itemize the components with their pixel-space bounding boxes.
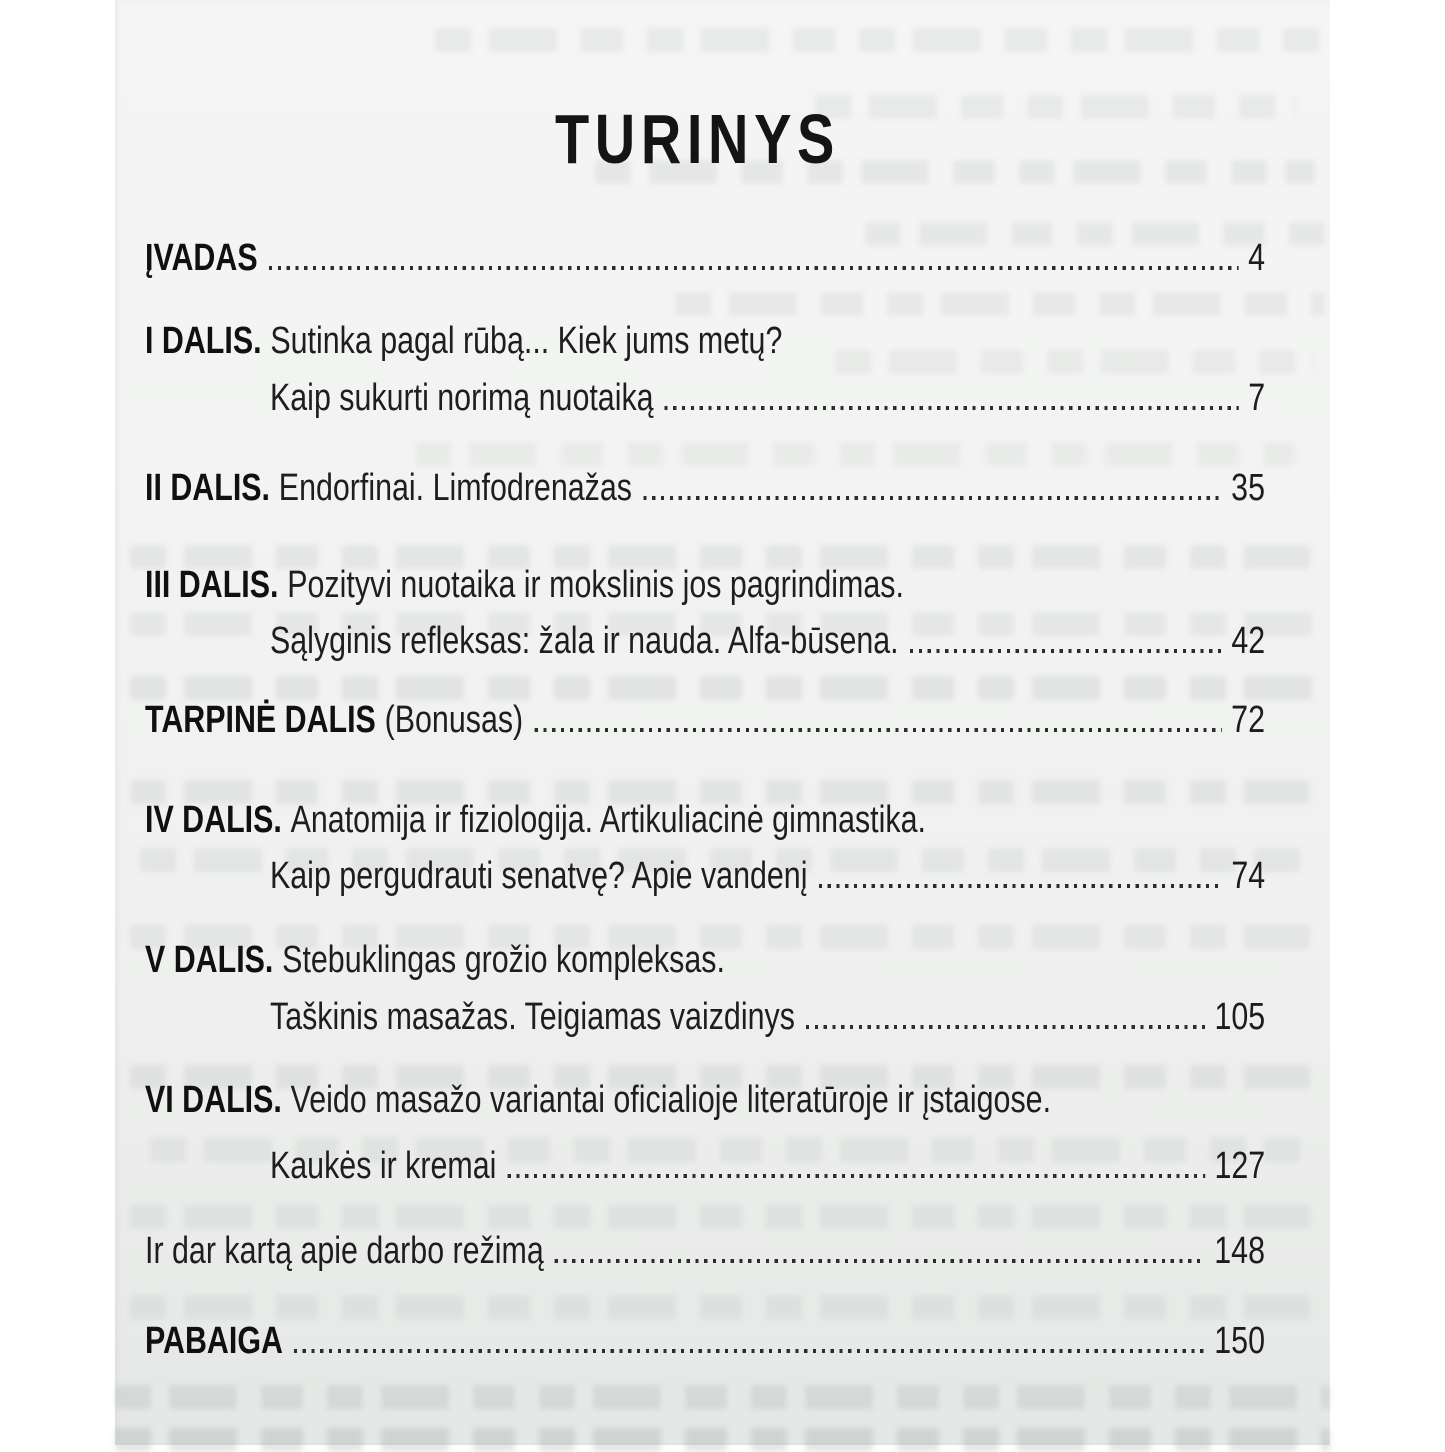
entry-subtitle: Kaip pergudrauti senatvę? Apie vandenį bbox=[270, 855, 808, 897]
bleedthrough-line bbox=[435, 28, 1335, 52]
page-number: 148 bbox=[1214, 1230, 1265, 1272]
entry-label: TARPINĖ DALIS bbox=[145, 699, 376, 741]
page-number: 127 bbox=[1214, 1145, 1266, 1187]
page-number: 72 bbox=[1231, 699, 1265, 741]
page-number: 35 bbox=[1231, 467, 1265, 509]
page-number: 42 bbox=[1231, 620, 1266, 662]
entry-label: ĮVADAS bbox=[145, 237, 258, 279]
toc-entry-4-dalis-line1 bbox=[145, 798, 1265, 842]
bleedthrough-line bbox=[130, 1295, 1310, 1319]
entry-subtitle: Taškinis masažas. Teigiamas vaizdinys bbox=[270, 996, 795, 1038]
entry-label: I DALIS. bbox=[145, 320, 262, 362]
toc-entry-5-dalis-line1 bbox=[145, 938, 1265, 982]
dot-leader bbox=[665, 406, 1239, 410]
dot-leader bbox=[534, 728, 1221, 732]
entry-label: PABAIGA bbox=[145, 1320, 283, 1362]
bleedthrough-line bbox=[130, 1205, 1310, 1229]
toc-entry-pabaiga bbox=[145, 1319, 1265, 1363]
entry-title: Stebuklingas grožio kompleksas. bbox=[282, 939, 725, 981]
toc-entry-1-dalis-line2 bbox=[270, 376, 1265, 420]
entry-title: Pozityvi nuotaika ir mokslinis jos pagrindimas. bbox=[287, 564, 904, 606]
page-title: TURINYS bbox=[555, 100, 840, 178]
scanned-book-page bbox=[115, 0, 1330, 1445]
toc-entry-3-dalis-line1 bbox=[145, 563, 1265, 607]
dot-leader bbox=[819, 884, 1222, 888]
toc-entry-ivadas bbox=[145, 236, 1265, 280]
dot-leader bbox=[910, 649, 1222, 653]
page-number: 7 bbox=[1248, 377, 1266, 419]
entry-title: Sutinka pagal rūbą... Kiek jums metų? bbox=[270, 320, 783, 362]
entry-title: (Bonusas) bbox=[384, 699, 524, 741]
toc-entry-darbo-rezimas bbox=[145, 1229, 1265, 1273]
entry-title: Anatomija ir fiziologija. Artikuliacinė gimnastika. bbox=[290, 799, 926, 841]
toc-entry-6-dalis-line2 bbox=[270, 1144, 1265, 1188]
dot-leader bbox=[508, 1174, 1205, 1178]
dot-leader bbox=[643, 496, 1221, 500]
page-number: 74 bbox=[1231, 855, 1266, 897]
entry-label: VI DALIS. bbox=[145, 1079, 282, 1121]
dot-leader bbox=[555, 1259, 1205, 1263]
page-number: 105 bbox=[1214, 996, 1266, 1038]
entry-subtitle: Kaukės ir kremai bbox=[270, 1145, 497, 1187]
entry-title: Endorfinai. Limfodrenažas bbox=[278, 467, 632, 509]
toc-entry-1-dalis-line1 bbox=[145, 319, 1265, 363]
page-number: 4 bbox=[1248, 237, 1265, 279]
dot-leader bbox=[269, 266, 1239, 270]
bleedthrough-line bbox=[130, 676, 1315, 700]
toc-entry-tarpine-dalis bbox=[145, 698, 1265, 742]
dot-leader bbox=[294, 1349, 1205, 1353]
dot-leader bbox=[806, 1025, 1205, 1029]
bleedthrough-line bbox=[415, 442, 1295, 466]
entry-label: IV DALIS. bbox=[145, 799, 282, 841]
page-number: 150 bbox=[1214, 1320, 1265, 1362]
toc-entry-6-dalis-line1 bbox=[145, 1078, 1265, 1122]
bleedthrough-line bbox=[115, 1428, 1330, 1452]
toc-entry-5-dalis-line2 bbox=[270, 995, 1265, 1039]
entry-subtitle: Kaip sukurti norimą nuotaiką bbox=[270, 377, 654, 419]
entry-label: II DALIS. bbox=[145, 467, 270, 509]
toc-entry-3-dalis-line2 bbox=[270, 619, 1265, 663]
toc-entry-4-dalis-line2 bbox=[270, 854, 1265, 898]
bleedthrough-line bbox=[675, 292, 1325, 316]
bleedthrough-line bbox=[115, 1385, 1330, 1409]
toc-entry-2-dalis bbox=[145, 466, 1265, 510]
entry-subtitle: Sąlyginis refleksas: žala ir nauda. Alfa-būsena. bbox=[270, 620, 899, 662]
entry-label: III DALIS. bbox=[145, 564, 279, 606]
entry-title: Ir dar kartą apie darbo režimą bbox=[145, 1230, 544, 1272]
entry-title: Veido masažo variantai oficialioje literatūroje ir įstaigose. bbox=[290, 1079, 1052, 1121]
entry-label: V DALIS. bbox=[145, 939, 274, 981]
